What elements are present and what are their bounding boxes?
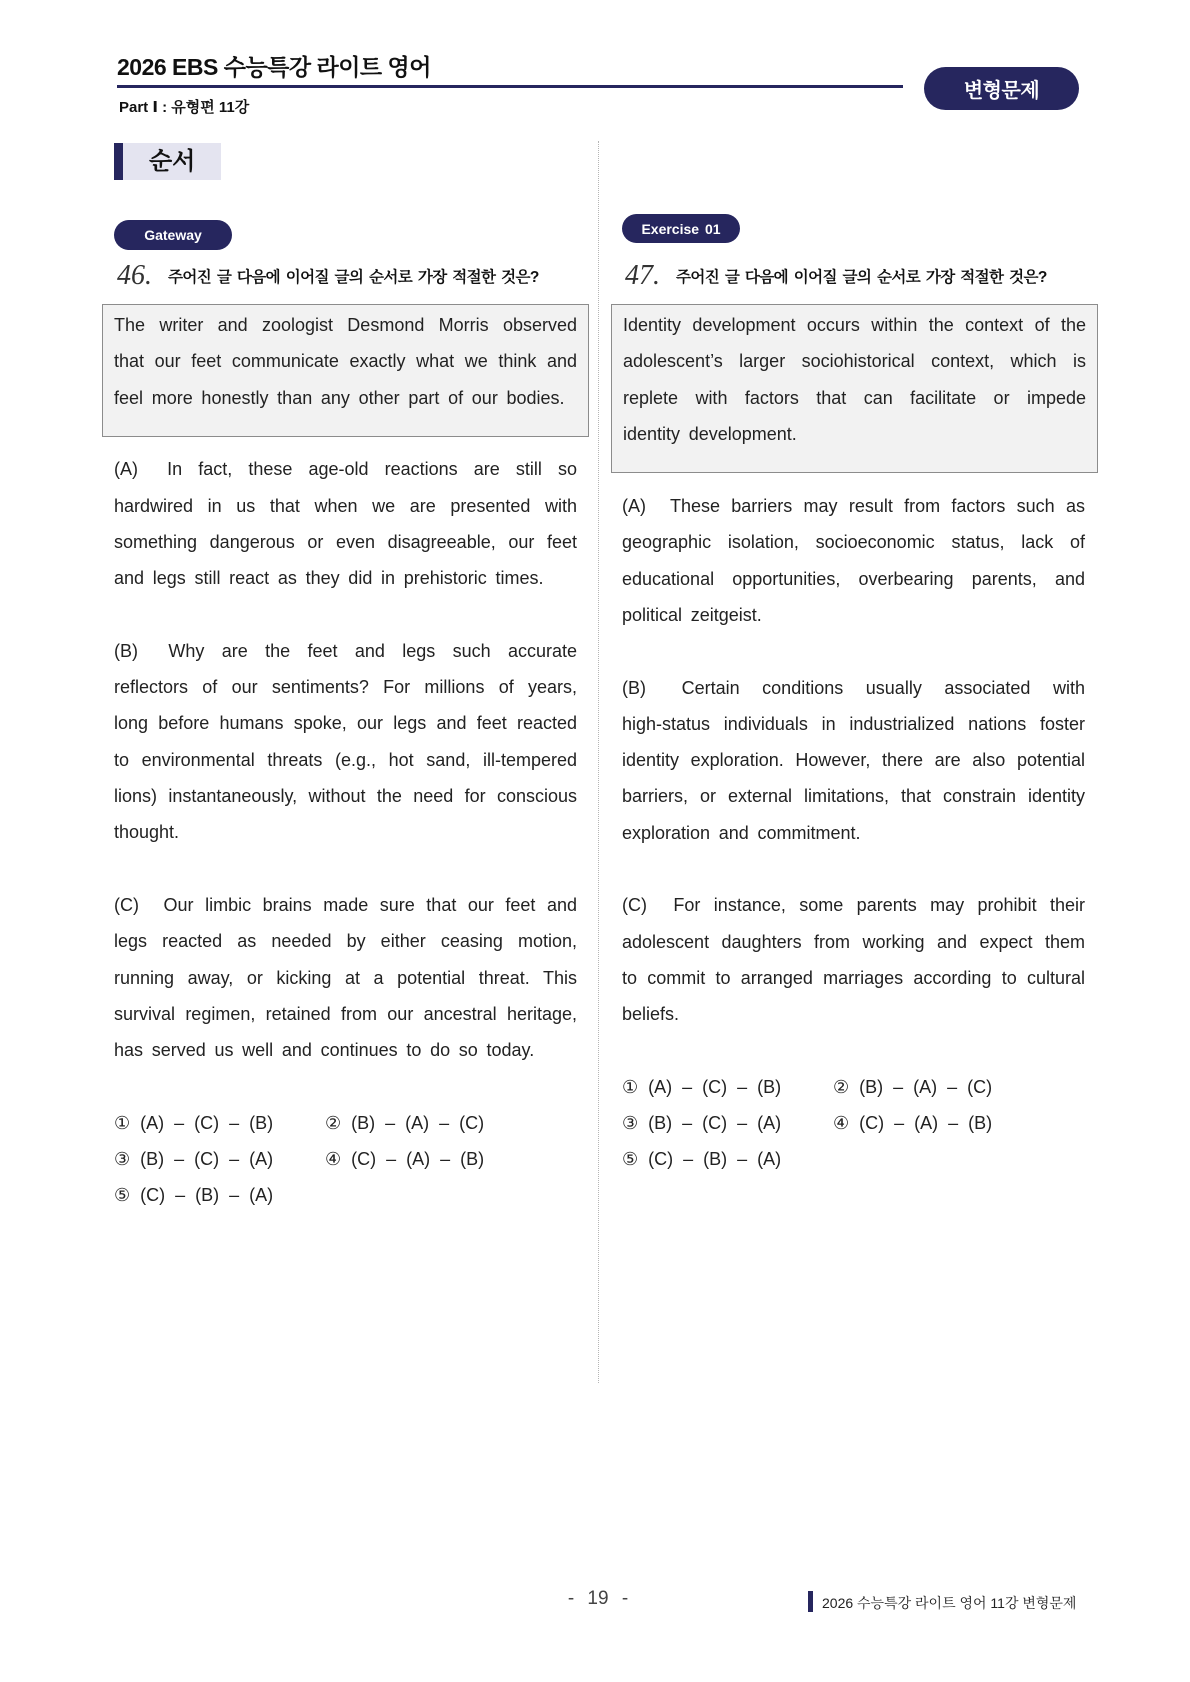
answer-option-1: ① (A) – (C) – (B) (114, 1112, 274, 1133)
paragraph-label: (B) (622, 677, 646, 698)
section-heading: 순서 (114, 143, 221, 180)
line-text: replete with factors that can facilitate or impede (623, 387, 1086, 408)
line-text: These barriers may result from factors such as (669, 496, 1085, 517)
line-text: beliefs. (622, 1004, 680, 1025)
footer-caption: 2026 수능특강 라이트 영어 11강 변형문제 (822, 1595, 1077, 1611)
question-prompt: 주어진 글 다음에 이어질 글의 순서로 가장 적절한 것은? (676, 269, 1047, 286)
text-line (114, 814, 577, 850)
answer-option-4: ④ (C) – (A) – (B) (325, 1149, 485, 1170)
line-text: thought. (114, 822, 180, 843)
text-line (622, 815, 1085, 851)
text-line (114, 923, 577, 959)
line-text: and legs still react as they did in prehistoric times. (114, 568, 544, 589)
text-line (622, 670, 1085, 706)
text-line (622, 561, 1085, 597)
answer-option-3: ③ (B) – (C) – (A) (622, 1113, 782, 1134)
line-text: feel more honestly than any other part of our bodies. (114, 387, 565, 408)
line-text: that our feet communicate exactly what we think and (114, 351, 577, 372)
passage-list (114, 451, 577, 1068)
page-number: - 19 - (567, 1588, 629, 1609)
line-text: exploration and commitment. (622, 822, 861, 843)
passage-b (114, 633, 577, 851)
answer-options (622, 1069, 1085, 1178)
line-text: has served us well and continues to do so today. (114, 1040, 535, 1061)
text-line (622, 524, 1085, 560)
given-passage-box (102, 304, 589, 437)
answer-option-2: ② (B) – (A) – (C) (325, 1112, 485, 1133)
line-text: In fact, these age-old reactions are still so (167, 459, 577, 480)
text-line (623, 380, 1086, 416)
paragraph-label: (C) (114, 894, 139, 915)
line-text: survival regimen, retained from our ancestral heritage, (114, 1003, 577, 1024)
text-line (114, 633, 577, 669)
text-line (114, 1032, 577, 1068)
column-divider (598, 141, 599, 1383)
text-line (623, 343, 1086, 379)
text-line (114, 742, 577, 778)
text-line (622, 488, 1085, 524)
paragraph-label: (A) (622, 496, 646, 517)
text-line (114, 669, 577, 705)
text-line (622, 706, 1085, 742)
passage-a (114, 451, 577, 596)
line-text: to environmental threats (e.g., hot sand, ill-tempered (114, 749, 577, 770)
text-line (114, 887, 577, 923)
passage-b (622, 670, 1085, 851)
variant-badge-label: 변형문제 (963, 80, 1040, 102)
footer-accent-bar (808, 1591, 813, 1612)
line-text: identity development. (623, 423, 797, 444)
text-line (114, 524, 577, 560)
answer-option-5: ⑤ (C) – (B) – (A) (114, 1185, 274, 1206)
line-text: running away, or kicking at a potential threat. This (114, 967, 577, 988)
passage-column-left (114, 451, 577, 1213)
text-line (114, 488, 577, 524)
header-rule (117, 85, 903, 88)
text-line (622, 960, 1085, 996)
text-line (622, 924, 1085, 960)
line-text: political zeitgeist. (622, 604, 762, 625)
text-line (114, 996, 577, 1032)
passage-list (622, 488, 1085, 1032)
text-line (622, 887, 1085, 923)
text-line (623, 416, 1086, 452)
passage-c (114, 887, 577, 1068)
question-46-header (117, 258, 539, 294)
text-line (114, 705, 577, 741)
line-text: Certain conditions usually associated with (681, 677, 1086, 698)
line-text: something dangerous or even disagreeable, our feet (114, 531, 577, 552)
line-text: barriers, or external limitations, that constrain identity (622, 786, 1085, 807)
line-text: educational opportunities, overbearing parents, and (622, 568, 1085, 589)
line-text: reflectors of our sentiments? For millions of years, (114, 677, 577, 698)
line-text: The writer and zoologist Desmond Morris observed (114, 315, 577, 335)
line-text: hardwired in us that when we are presented with (114, 495, 577, 516)
line-text: adolescent daughters from working and expect them (622, 931, 1085, 952)
answer-option-2: ② (B) – (A) – (C) (833, 1076, 993, 1097)
exercise-tag-label: Exercise 01 (641, 220, 721, 237)
text-line (114, 451, 577, 487)
text-line (622, 996, 1085, 1032)
text-line (622, 597, 1085, 633)
passage-c (622, 887, 1085, 1032)
paragraph-label: (B) (114, 640, 138, 661)
text-line (114, 343, 577, 379)
line-text: adolescent’s larger sociohistorical context, which is (623, 351, 1086, 372)
text-line (623, 307, 1086, 343)
question-number: 47. (625, 260, 660, 291)
passage-column-right (622, 488, 1085, 1178)
answer-option-3: ③ (B) – (C) – (A) (114, 1149, 274, 1170)
line-text: For instance, some parents may prohibit their (673, 895, 1085, 916)
text-line (622, 778, 1085, 814)
gateway-tag-label: Gateway (144, 227, 202, 243)
text-line (114, 778, 577, 814)
paragraph-label: (C) (622, 895, 647, 916)
line-text: geographic isolation, socioeconomic status, lack of (622, 532, 1085, 553)
line-text: legs reacted as needed by either ceasing motion, (114, 931, 577, 952)
gateway-tag (114, 220, 232, 250)
line-text: Identity development occurs within the context of the (623, 315, 1086, 335)
paragraph-label: (A) (114, 459, 138, 480)
question-47-header (625, 258, 1047, 294)
text-line (114, 560, 577, 596)
line-text: long before humans spoke, our legs and feet reacted (114, 713, 577, 734)
passage-a (622, 488, 1085, 633)
part-subtitle: Part Ⅰ : 유형편 11강 (119, 99, 250, 116)
question-prompt: 주어진 글 다음에 이어질 글의 순서로 가장 적절한 것은? (168, 269, 539, 286)
answer-options (114, 1105, 577, 1214)
variant-badge (924, 67, 1079, 110)
text-line (114, 960, 577, 996)
line-text: to commit to arranged marriages according to cultural (622, 967, 1085, 988)
line-text: identity exploration. However, there are also potential (622, 750, 1085, 771)
question-number: 46. (117, 260, 152, 291)
line-text: Why are the feet and legs such accurate (168, 640, 577, 661)
answer-option-5: ⑤ (C) – (B) – (A) (622, 1149, 782, 1170)
text-line (114, 307, 577, 343)
text-line (114, 380, 577, 416)
text-line (622, 742, 1085, 778)
line-text: high-status individuals in industrialized nations foster (622, 713, 1085, 734)
document-title: 2026 EBS 수능특강 라이트 영어 (117, 54, 431, 80)
given-passage-box (611, 304, 1098, 473)
line-text: lions) instantaneously, without the need for conscious (114, 786, 577, 807)
answer-option-4: ④ (C) – (A) – (B) (833, 1113, 993, 1134)
exercise-tag (622, 214, 740, 243)
line-text: Our limbic brains made sure that our feet and (163, 894, 578, 915)
answer-option-1: ① (A) – (C) – (B) (622, 1076, 782, 1097)
